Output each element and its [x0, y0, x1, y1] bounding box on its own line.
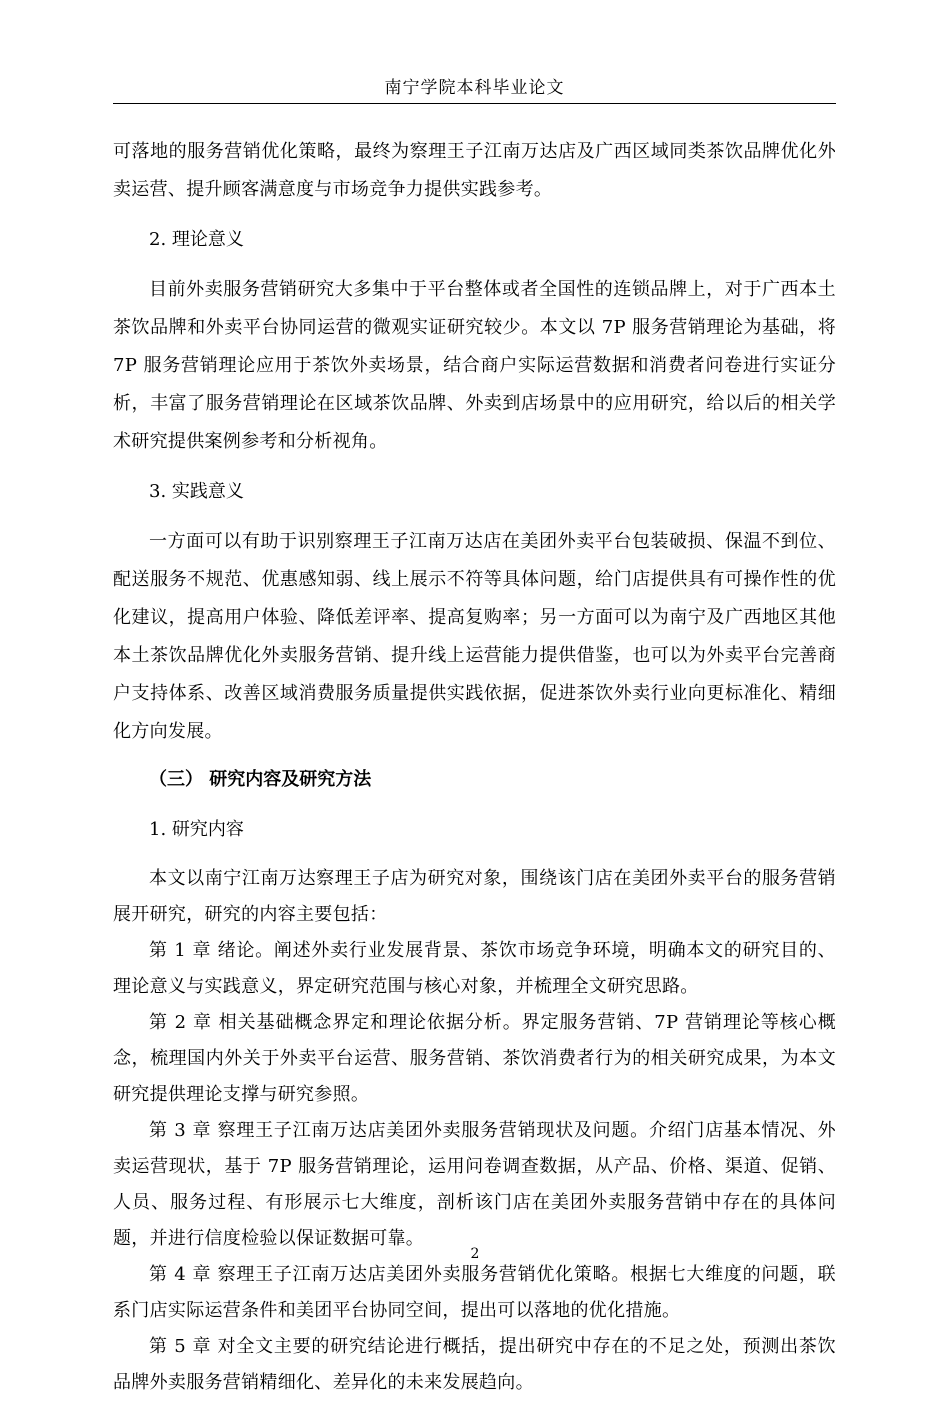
- paragraph-research-intro: 本文以南宁江南万达察理王子店为研究对象，围绕该门店在美团外卖平台的服务营销展开研究，研究的内容主要包括：: [113, 868, 836, 925]
- running-header: 南宁学院本科毕业论文: [384, 78, 565, 98]
- heading-research-content: 1. 研究内容: [149, 819, 244, 840]
- paragraph-chapter-5: 第 5 章 对全文主要的研究结论进行概括，提出研究中存在的不足之处，预测出茶饮品牌外卖服务营销精细化、差异化的未来发展趋向。: [113, 1336, 836, 1393]
- paragraph-chapter-4: 第 4 章 察理王子江南万达店美团外卖服务营销优化策略。根据七大维度的问题，联系门店实际运营条件和美团平台协同空间，提出可以落地的优化措施。: [113, 1264, 836, 1321]
- paragraph-continued: 可落地的服务营销优化策略，最终为察理王子江南万达店及广西区域同类茶饮品牌优化外卖运营、提升顾客满意度与市场竞争力提供实践参考。: [113, 141, 836, 200]
- heading-theory-significance: 2. 理论意义: [149, 229, 244, 250]
- heading-practice-significance: 3. 实践意义: [149, 481, 244, 502]
- paragraph-chapter-3: 第 3 章 察理王子江南万达店美团外卖服务营销现状及问题。介绍门店基本情况、外卖运营现状，基于 7P 服务营销理论，运用问卷调查数据，从产品、价格、渠道、促销、人员、服务过程、有形展示七大维度，剖析该门店在美团外卖服务营销中存在的具体问题，并进行信度检验以保证数据可靠。: [113, 1120, 836, 1249]
- paragraph-chapter-1: 第 1 章 绪论。阐述外卖行业发展背景、茶饮市场竞争环境，明确本文的研究目的、理论意义与实践意义，界定研究范围与核心对象，并梳理全文研究思路。: [113, 940, 836, 997]
- paragraph-chapter-2: 第 2 章 相关基础概念界定和理论依据分析。界定服务营销、7P 营销理论等核心概念，梳理国内外关于外卖平台运营、服务营销、茶饮消费者行为的相关研究成果，为本文研究提供理论支撑与研究参照。: [113, 1012, 836, 1105]
- paragraph-practice: 一方面可以有助于识别察理王子江南万达店在美团外卖平台包装破损、保温不到位、配送服务不规范、优惠感知弱、线上展示不符等具体问题，给门店提供具有可操作性的优化建议，提高用户体验、降低差评率、提高复购率；另一方面可以为南宁及广西地区其他本土茶饮品牌优化外卖服务营销、提升线上运营能力提供借鉴，也可以为外卖平台完善商户支持体系、改善区域消费服务质量提供实践依据，促进茶饮外卖行业向更标准化、精细化方向发展。: [113, 531, 836, 742]
- paragraph-theory: 目前外卖服务营销研究大多集中于平台整体或者全国性的连锁品牌上，对于广西本土茶饮品牌和外卖平台协同运营的微观实证研究较少。本文以 7P 服务营销理论为基础，将 7P 服务营销理论应用于茶饮外卖场景，结合商户实际运营数据和消费者问卷进行实证分析，丰富了服务营销理论在区域茶饮品牌、外卖到店场景中的应用研究，给以后的相关学术研究提供案例参考和分析视角。: [113, 279, 836, 452]
- page-body: [113, 133, 836, 1401]
- header-rule: [113, 103, 836, 104]
- section-heading-research-content-methods: （三） 研究内容及研究方法: [149, 769, 372, 790]
- page-number: 2: [470, 1246, 480, 1262]
